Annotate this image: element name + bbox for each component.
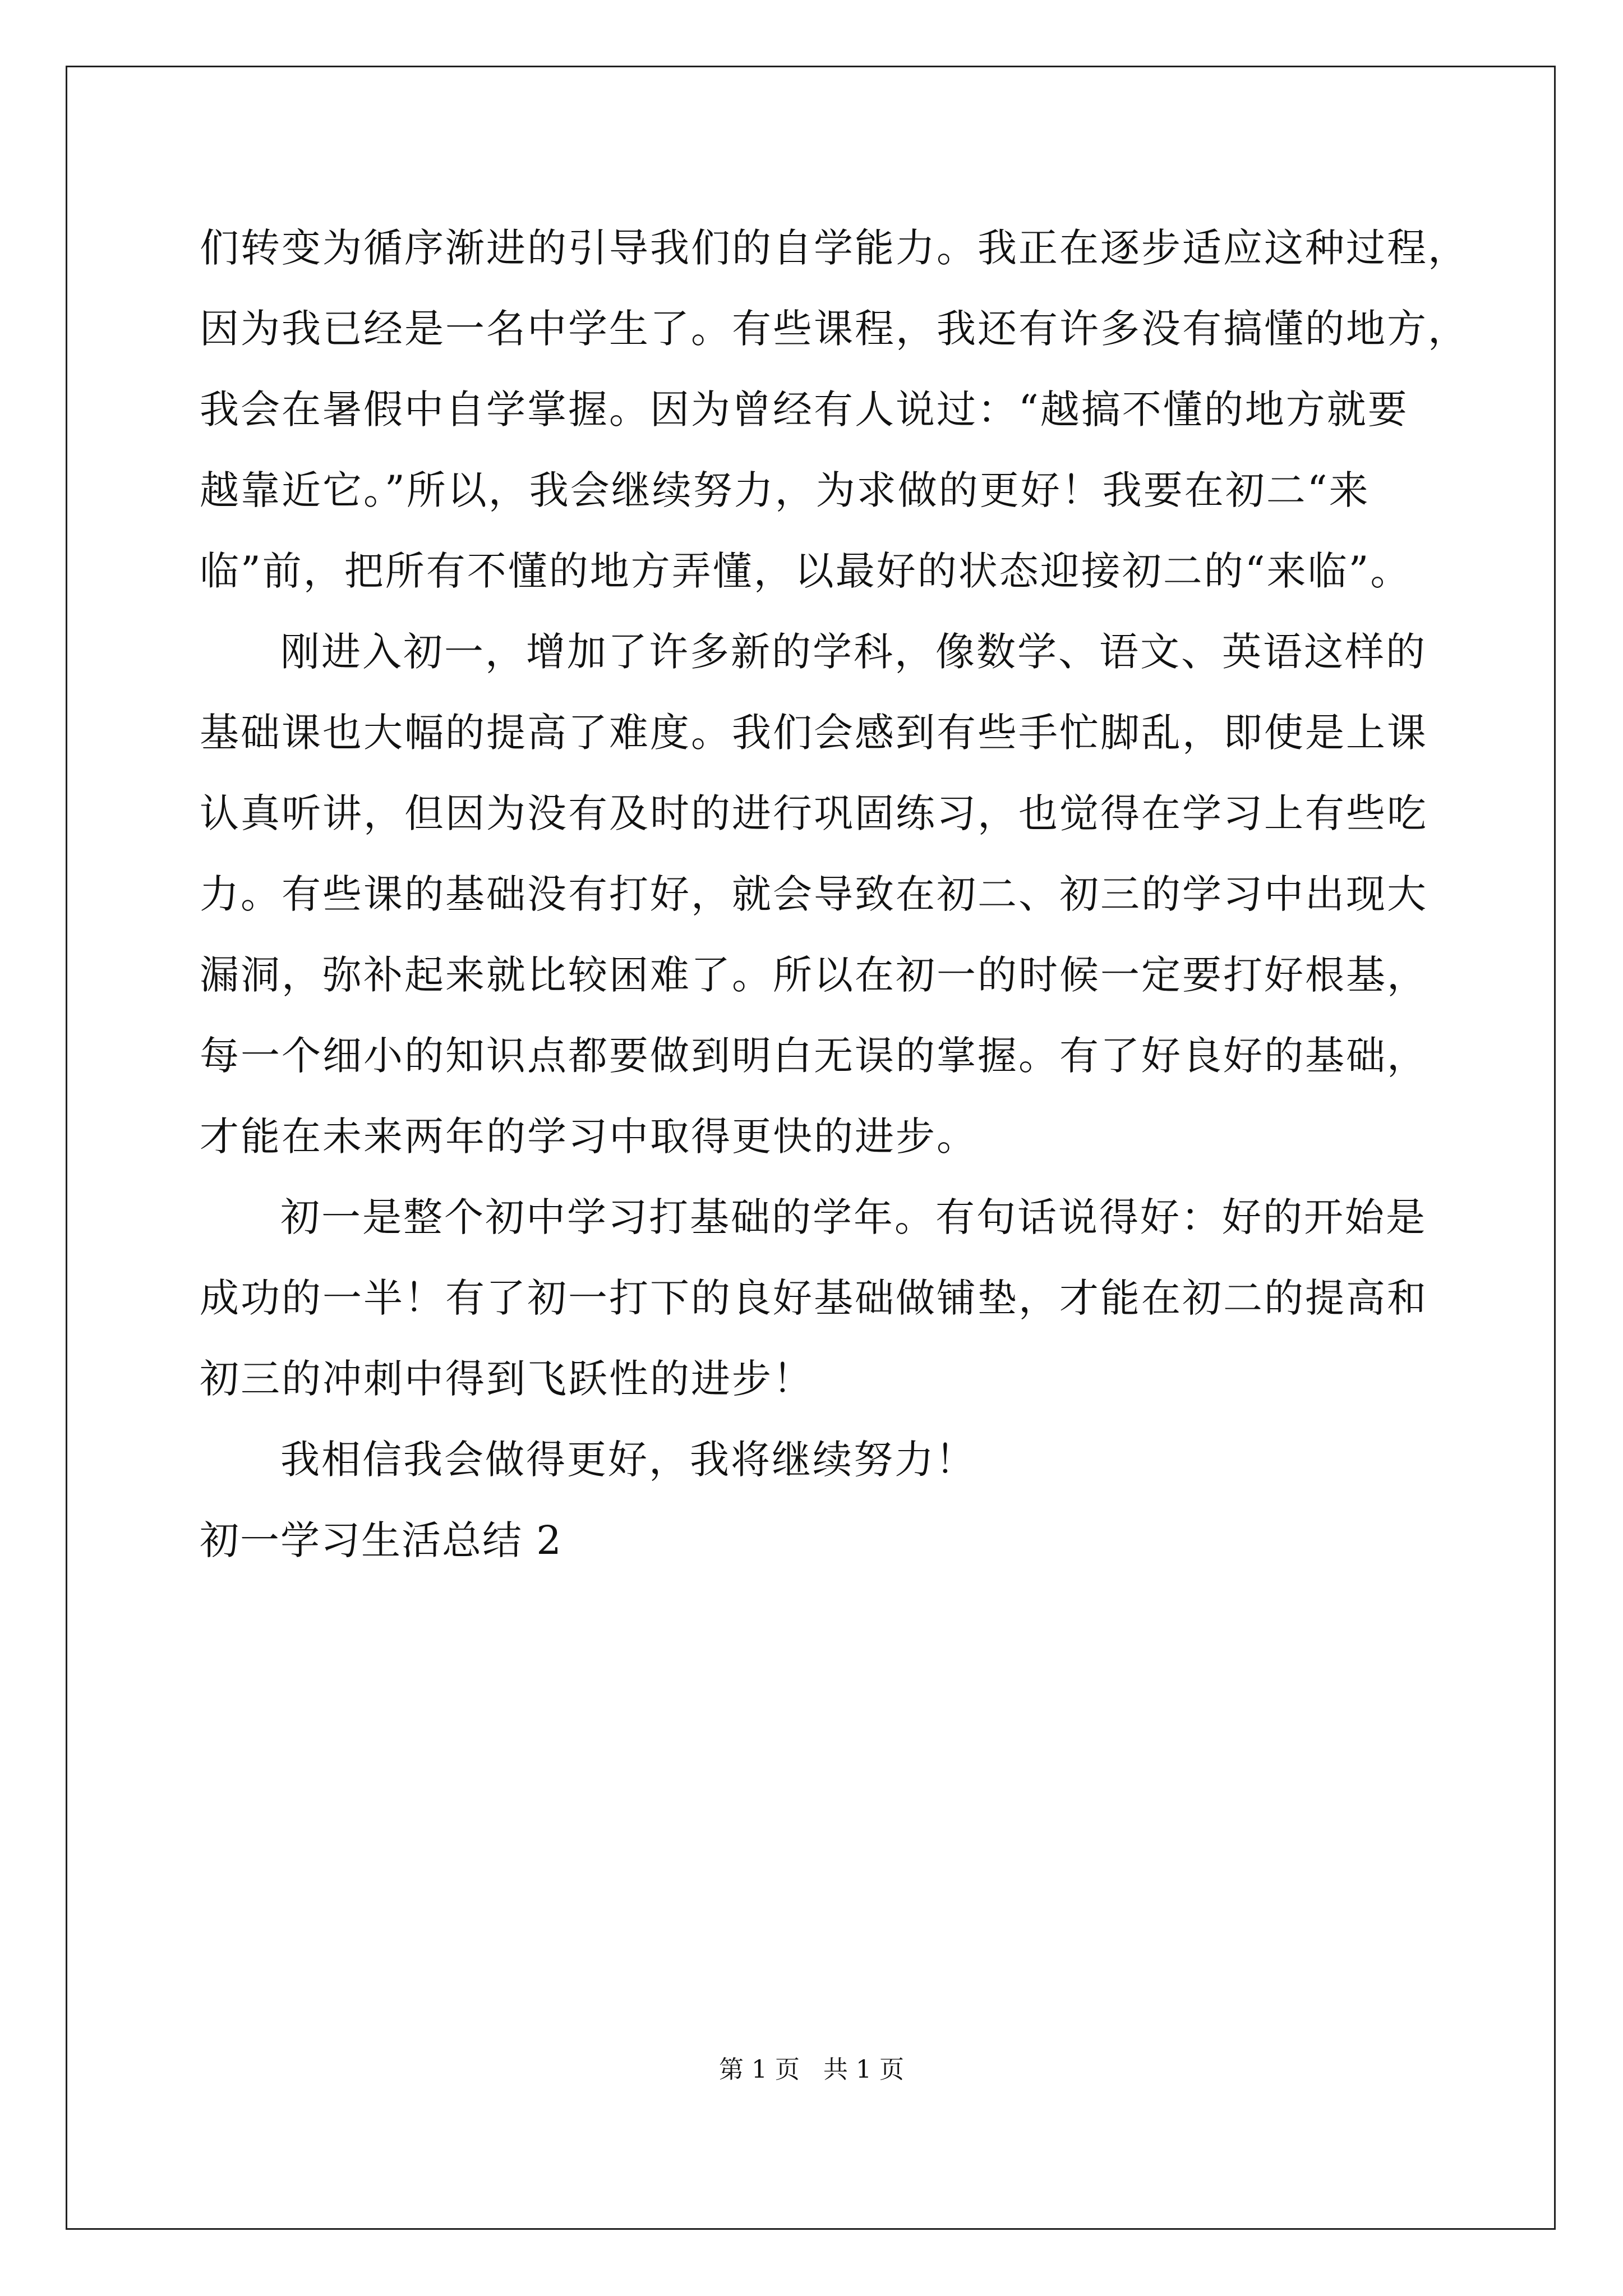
paragraph-2-line-7: 才能在未来两年的学习中取得更快的进步。 [200, 1114, 978, 1159]
paragraph-4-line-1: 我相信我会做得更好，我将继续努力！ [280, 1437, 976, 1483]
paragraph-2-line-5: 漏洞，弥补起来就比较困难了。所以在初一的时候一定要打好根基， [200, 952, 1428, 998]
paragraph-1-line-3: 我会在暑假中自学掌握。因为曾经有人说过：“越搞不懂的地方就要 [200, 386, 1409, 432]
section-heading: 初一学习生活总结 2 [200, 1517, 562, 1563]
paragraph-3-line-2: 成功的一半！有了初一打下的良好基础做铺垫，才能在初二的提高和 [200, 1275, 1428, 1321]
paragraph-2-line-3: 认真听讲，但因为没有及时的进行巩固练习，也觉得在学习上有些吃 [200, 790, 1428, 836]
paragraph-1-line-2: 因为我已经是一名中学生了。有些课程，我还有许多没有搞懂的地方， [200, 306, 1469, 352]
paragraph-1-line-4: 越靠近它。”所以，我会继续努力，为求做的更好！我要在初二“来 [200, 467, 1370, 513]
paragraph-2-line-2: 基础课也大幅的提高了难度。我们会感到有些手忙脚乱，即使是上课 [200, 710, 1428, 756]
page-number-footer: 第 1 页 共 1 页 [719, 2055, 904, 2084]
paragraph-2-line-4: 力。有些课的基础没有打好，就会导致在初二、初三的学习中出现大 [200, 871, 1428, 917]
paragraph-3-line-3: 初三的冲刺中得到飞跃性的进步！ [200, 1356, 814, 1402]
paragraph-2-line-1: 刚进入初一，增加了许多新的学科，像数学、语文、英语这样的 [280, 629, 1427, 675]
paragraph-3-line-1: 初一是整个初中学习打基础的学年。有句话说得好：好的开始是 [280, 1194, 1427, 1240]
paragraph-1-line-5: 临”前，把所有不懂的地方弄懂，以最好的状态迎接初二的“来临”。 [200, 548, 1412, 594]
paragraph-1-line-1: 们转变为循序渐进的引导我们的自学能力。我正在逐步适应这种过程， [200, 225, 1469, 271]
paragraph-2-line-6: 每一个细小的知识点都要做到明白无误的掌握。有了好良好的基础， [200, 1033, 1428, 1079]
